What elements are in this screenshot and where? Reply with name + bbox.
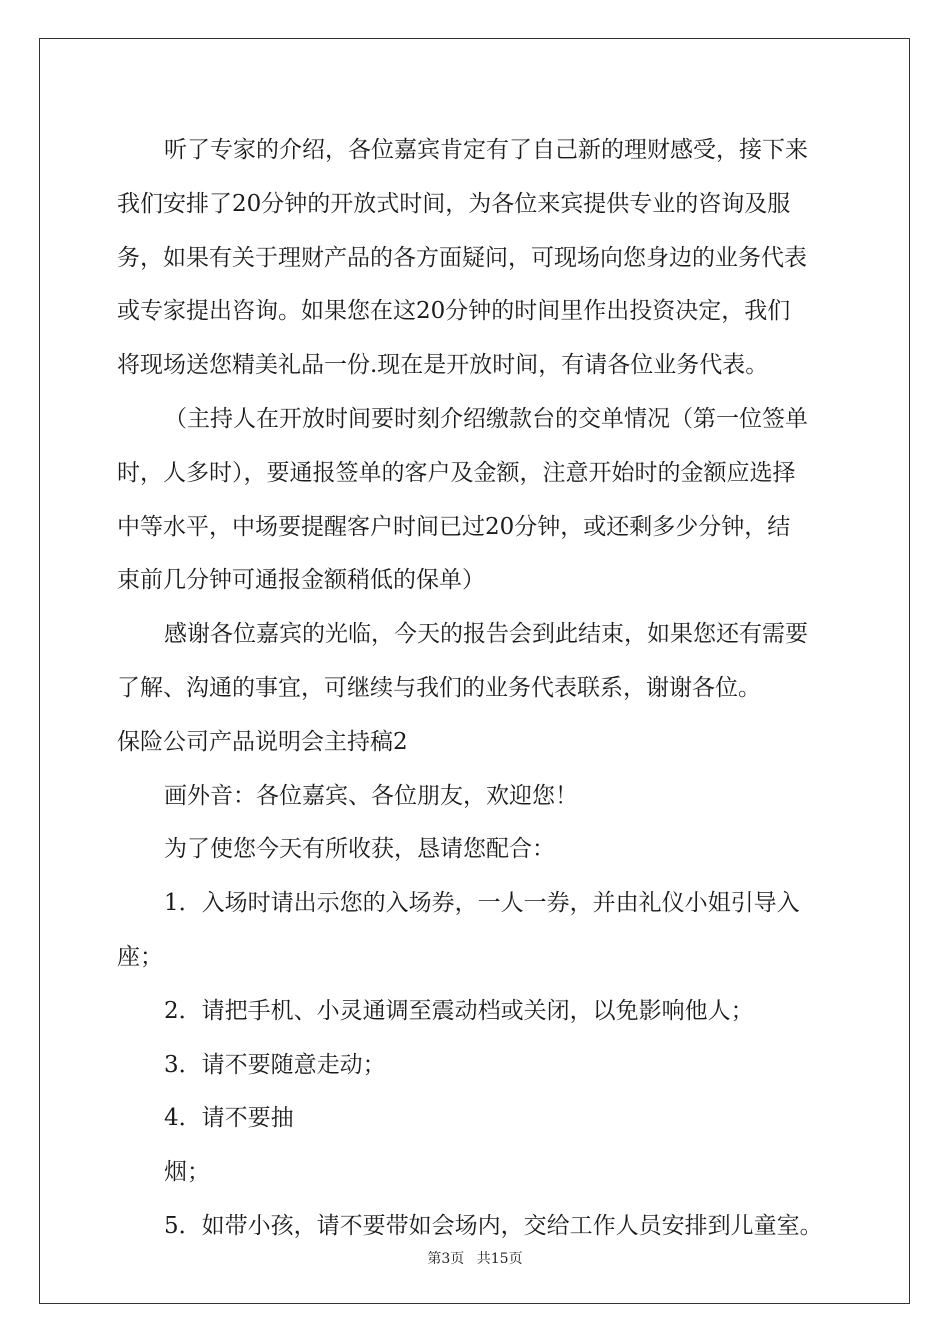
line-9: 束前几分钟可通报金额稍低的保单）	[117, 567, 485, 594]
page-number: 第3页	[427, 1251, 465, 1267]
list-item-2: 2．请把手机、小灵通调至震动档或关闭，以免影响他人；	[164, 997, 754, 1024]
line-7: 时，人多时），要通报签单的客户及金额，注意开始时的金额应选择	[117, 459, 796, 486]
list-item-4: 4．请不要抽	[164, 1105, 294, 1132]
page-total: 共15页	[476, 1251, 523, 1267]
line-6: （主持人在开放时间要时刻介绍缴款台的交单情况（第一位签单	[164, 405, 808, 432]
section-heading: 保险公司产品说明会主持稿2	[117, 728, 408, 755]
list-item-3: 3．请不要随意走动；	[164, 1051, 386, 1078]
line-13: 画外音：各位嘉宾、各位朋友，欢迎您！	[164, 782, 578, 809]
line-14: 为了使您今天有所收获，恳请您配合：	[164, 836, 555, 863]
line-11: 了解、沟通的事宜，可继续与我们的业务代表联系，谢谢各位。	[117, 674, 761, 701]
line-2: 我们安排了20分钟的开放式时间，为各位来宾提供专业的咨询及服	[117, 190, 791, 217]
line-4: 或专家提出咨询。如果您在这20分钟的时间里作出投资决定，我们	[117, 298, 791, 325]
page-footer	[0, 1248, 950, 1268]
line-8: 中等水平，中场要提醒客户时间已过20分钟，或还剩多少分钟，结	[117, 513, 791, 540]
line-10: 感谢各位嘉宾的光临，今天的报告会到此结束，如果您还有需要	[164, 621, 808, 648]
list-item-1: 1．入场时请出示您的入场券，一人一券，并由礼仪小姐引导入	[164, 890, 800, 917]
list-item-1-continued: 座；	[117, 943, 163, 970]
document-body	[117, 124, 833, 1254]
line-3: 务，如果有关于理财产品的各方面疑问，可现场向您身边的业务代表	[117, 244, 807, 271]
line-1: 听了专家的介绍，各位嘉宾肯定有了自己新的理财感受，接下来	[164, 137, 808, 163]
list-item-5: 5．如带小孩，请不要带如会场内，交给工作人员安排到儿童室。	[164, 1212, 823, 1239]
line-5: 将现场送您精美礼品一份.现在是开放时间，有请各位业务代表。	[117, 352, 769, 379]
list-item-4-continued: 烟；	[164, 1159, 210, 1186]
